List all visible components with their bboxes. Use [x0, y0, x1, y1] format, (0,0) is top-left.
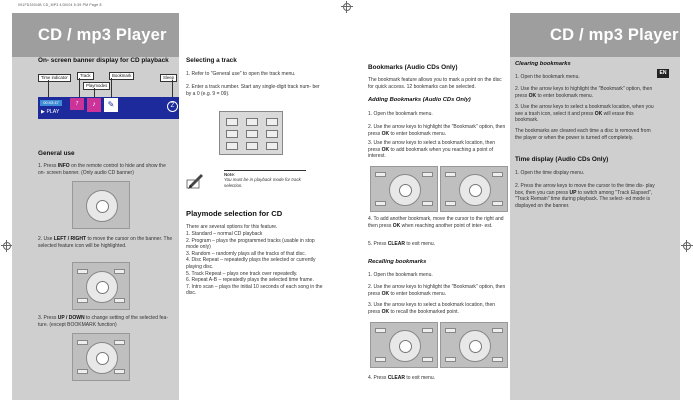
clear-note: The bookmarks are cleared each time a disc is removed from the player or when the power is turned off completely.	[515, 128, 651, 141]
recall-step-1: 1. Open the bookmark menu.	[368, 272, 433, 278]
playmode-item-random: 3. Random – randomly plays all the tracks of that disc.	[186, 250, 307, 257]
label-sleep: Sleep	[160, 74, 177, 82]
general-use-title: General use	[38, 150, 75, 157]
bookmark-remote-illustration-1b	[440, 166, 508, 212]
track-menu-illustration	[219, 111, 283, 155]
note-title: Note	[224, 172, 234, 177]
bookmark-icon: ✎	[104, 98, 118, 112]
bookmark-remote-illustration-1a	[370, 166, 438, 212]
playmode-item-standard: 1. Standard – normal CD playback	[186, 231, 263, 237]
onscreen-banner	[38, 97, 179, 119]
playmode-item-track-repeat: 5. Track Repeat – plays one track over repeatedly.	[186, 270, 298, 277]
label-playmodes: Playmodes	[83, 82, 110, 90]
print-info: 091FD393/4B CD_MP3 4/30/04 5:39 PM Page 8	[18, 3, 102, 7]
bookmarks-intro: The bookmark feature allows you to mark a point on the disc for quick access. 12 bookmarks can be selected.	[368, 77, 502, 90]
track-step-1: 1. Refer to "General use" to open the track menu.	[186, 71, 296, 77]
clear-step-1: 1. Open the bookmark menu.	[515, 74, 580, 80]
recalling-bookmarks-title: Recalling bookmarks	[368, 259, 427, 265]
registration-mark-right	[681, 240, 693, 252]
adding-step-2: 2. Use the arrow keys to highlight the "Bookmark" option, then press OK to enter bookmark menu.	[368, 124, 506, 137]
time-display-title: Time display (Audio CDs Only)	[515, 156, 609, 163]
clear-step-3: 3. Use the arrow keys to select a bookmark location, when you see a trash icon, select it and press OK will erase this bookmark.	[515, 104, 654, 124]
leader-line	[111, 78, 112, 97]
clearing-bookmarks-title: Clearing bookmarks	[515, 61, 571, 67]
track-number: 7	[70, 98, 84, 110]
time-step-1: 1. Open the time display menu.	[515, 170, 585, 176]
general-step-1: 1. Press INFO on the remote control to hide and show the on- screen banner. (Only audio CD banner)	[38, 163, 166, 176]
remote-illustration-3	[72, 333, 130, 381]
playmode-item-disc-repeat: 4. Disc Repeat – repeatedly plays the selected or currently playing disc.	[186, 257, 316, 270]
note-rule	[224, 170, 306, 171]
leader-line	[172, 80, 173, 97]
right-page-title: CD / mp3 Player	[550, 26, 679, 44]
recall-step-2: 2. Use the arrow keys to highlight the "Bookmark" option, then press OK to enter bookmark menu.	[368, 284, 506, 297]
adding-step-4: 4. To add another bookmark, move the cursor to the right and then press OK when reaching another point of inter- est.	[368, 216, 504, 229]
playmode-icon: ♪	[87, 98, 101, 112]
note-text: You must be in playback mode for track selection.	[224, 177, 301, 188]
time-step-2: 2. Press the arrow keys to move the cursor to the time dis- play box, then you can press UP to switch among "Track Elapsed", "Track Remain" time during playback. The select- ed mode is displayed on the banner.	[515, 183, 655, 209]
note-pen-icon	[186, 170, 206, 190]
language-tab: EN	[657, 69, 669, 78]
adding-bookmarks-title: Adding Bookmarks (Audio CDs Only)	[368, 97, 471, 103]
recall-step-3: 3. Use the arrow keys to select a bookmark location, then press OK to recall the bookmarked point.	[368, 302, 496, 315]
selecting-track-title: Selecting a track	[186, 57, 237, 64]
registration-mark-top	[341, 1, 353, 13]
playmode-item-repeat-ab: 6. Repeat A-B – repeatedly plays the selected time frame.	[186, 277, 314, 284]
playmode-item-program: 2. Program – plays the programmed tracks (usable in stop mode only)	[186, 237, 315, 251]
play-status: ▶ PLAY	[41, 109, 60, 115]
adding-step-1: 1. Open the bookmark menu.	[368, 111, 433, 117]
leader-line	[94, 88, 95, 97]
general-step-2: 2. Use LEFT / RIGHT to move the cursor on the banner. The selected feature icon will be highlighted.	[38, 236, 173, 249]
left-page-title: CD / mp3 Player	[38, 26, 167, 44]
recall-step-4: 4. Press CLEAR to exit menu.	[368, 375, 435, 381]
banner-section-title: On- screen banner display for CD playback	[38, 57, 169, 64]
label-bookmark: Bookmark	[109, 72, 134, 80]
playmode-intro: There are several options for this feature.	[186, 224, 278, 230]
leader-line	[48, 80, 49, 97]
playmode-item-intro-scan: 7. Intro scan – plays the initial 10 seconds of each song in the disc.	[186, 283, 323, 297]
note-box	[186, 170, 306, 192]
leader-line	[79, 78, 80, 97]
playmode-section-title: Playmode selection for CD	[186, 209, 283, 218]
time-indicator: 00:03:47	[40, 100, 62, 106]
bookmark-remote-illustration-2a	[370, 322, 438, 368]
remote-illustration-1	[72, 181, 130, 229]
label-track: Track	[77, 72, 94, 80]
playmode-list	[186, 231, 326, 297]
adding-step-5: 5. Press CLEAR to exit menu.	[368, 241, 435, 247]
note-text-block: Note: You must be in playback mode for track selection.	[224, 172, 301, 188]
sleep-icon: Z	[167, 101, 178, 112]
adding-step-3: 3. Use the arrow keys to select a bookmark location, then press OK to add bookmark when you reaching a point of interest.	[368, 140, 496, 160]
clear-step-2: 2. Use the arrow keys to highlight the "Bookmark" option, then press OK to enter bookmark menu.	[515, 86, 653, 99]
general-step-3: 3. Press UP / DOWN to change setting of the selected fea- ture. (except BOOKMARK function)	[38, 315, 168, 328]
track-step-2: 2. Enter a track number. Start any single-digit track num- ber by a 0 (e.g. 9 = 09).	[186, 84, 320, 97]
label-time-indicator: Time indicator	[38, 74, 71, 82]
bookmark-remote-illustration-2b	[440, 322, 508, 368]
bookmarks-title: Bookmarks (Audio CDs Only)	[368, 64, 458, 71]
play-label: PLAY	[46, 109, 60, 115]
remote-illustration-2	[72, 262, 130, 310]
